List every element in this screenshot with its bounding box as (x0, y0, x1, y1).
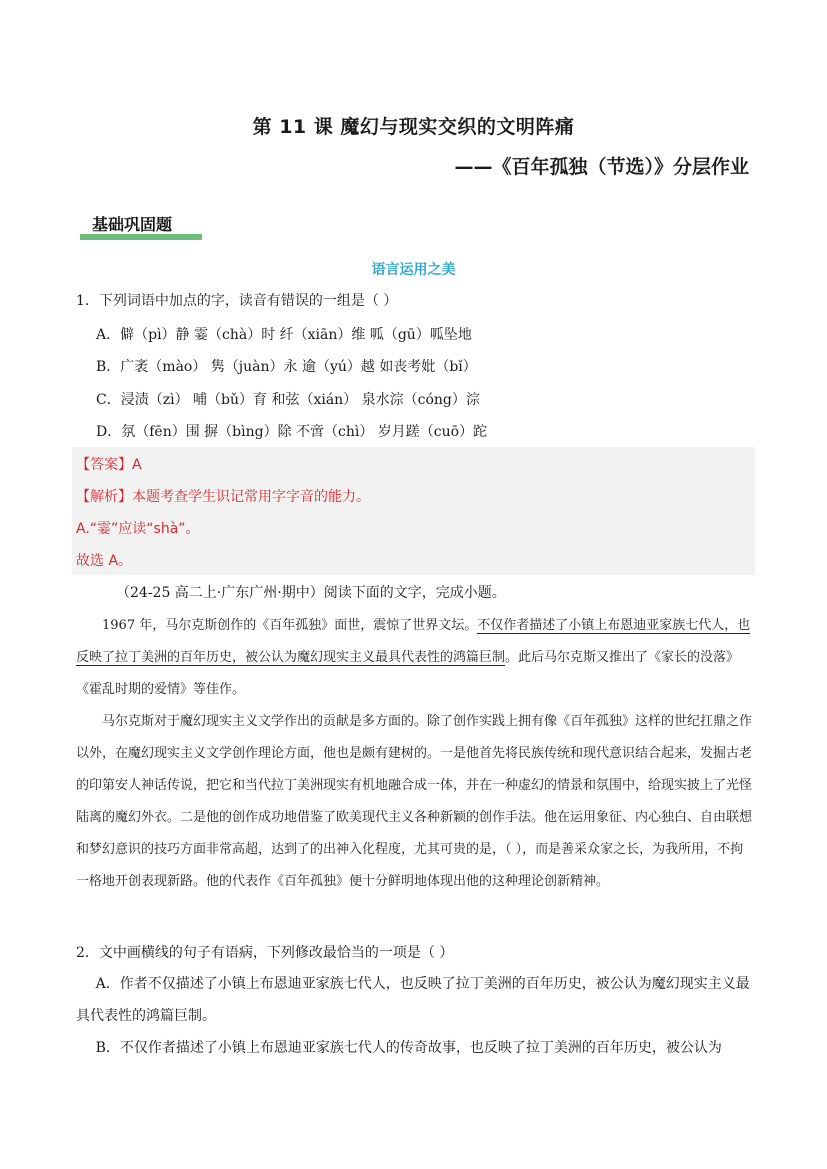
question-1-option-c: C．浸渍（zì） 哺（bǔ）育 和弦（xián） 泉水淙（cóng）淙 (96, 392, 480, 408)
question-2-option-a: A．作者不仅描述了小镇上布恩迪亚家族七代人，也反映了拉丁美洲的百年历史，被公认为魔幻现实主义最具代表性的鸿篇巨制。 (76, 976, 750, 1024)
section-label: 基础巩固题 (92, 215, 173, 234)
question-1-option-a: A．僻（pì）静 霎（chà）时 纤（xiān）维 呱（gū）呱坠地 (96, 327, 472, 343)
reading-paragraph-1 (76, 610, 752, 706)
question-2-option-b: B．不仅作者描述了小镇上布恩迪亚家族七代人的传奇故事，也反映了拉丁美洲的百年历史，被公认为 (95, 1040, 722, 1056)
question-1-option-d: D．氛（fēn）围 摒（bìng）除 不啻（chì） 岁月蹉（cuō）跎 (96, 424, 488, 440)
answer-1: 【答案】A (76, 457, 142, 473)
analysis-1-conclusion: 故选 A。 (76, 553, 133, 569)
subsection-title: 语言运用之美 (371, 262, 456, 278)
section-underline-bar (80, 234, 202, 240)
reading-p1-before: 1967 年，马尔克斯创作的《百年孤独》面世，震惊了世界文坛。 (102, 618, 478, 633)
reading-paragraph-2: 马尔克斯对于魔幻现实主义文学作出的贡献是多方面的。除了创作实践上拥有像《百年孤独》这样的世纪扛鼎之作以外，在魔幻现实主义文学创作理论方面，他也是颇有建树的。一是他首先将民族传统和现代意识结合起来，发掘古老的印第安人神话传说，把它和当代拉丁美洲现实有机地融合成一体，并在一种虚幻的情景和氛围中，给现实披上了光怪陆离的魔幻外衣。二是他的创作成功地借鉴了欧美现代主义各种新颖的创作手法。他在运用象征、内心独白、自由联想和梦幻意识的技巧方面非常高超，达到了的出神入化程度，尤其可贵的是，（ ），而是善采众家之长，为我所用，不拘一格地开创表现新路。他的代表作《百年孤独》便十分鲜明地体现出他的这种理论创新精神。 (76, 714, 753, 889)
answer-box (72, 447, 755, 575)
analysis-1: 【解析】本题考查学生识记常用字字音的能力。 (76, 489, 370, 505)
section-tag (80, 210, 204, 242)
question-1-stem: 1．下列词语中加点的字，读音有错误的一组是（ ） (76, 293, 398, 309)
question-1-option-b: B．广袤（mào） 隽（juàn）永 逾（yú）越 如丧考妣（bǐ） (96, 359, 477, 375)
reading-source: （24-25 高二上·广东广州·期中）阅读下面的文字，完成小题。 (116, 585, 506, 601)
lesson-title: 第 11 课 魔幻与现实交织的文明阵痛 (252, 116, 575, 138)
analysis-1-detail: A.“霎”应读“shà”。 (76, 521, 200, 537)
lesson-subtitle: ——《百年孤独（节选）》分层作业 (454, 156, 749, 178)
question-2-stem: 2．文中画横线的句子有语病，下列修改最恰当的一项是（ ） (76, 945, 454, 961)
reading-p1-underlined: 不仅作者描述了小镇上布恩迪亚家族七代人，也反映了拉丁美洲的百年历史，被公认为魔幻现实主义最具代表性的鸿篇巨制 (76, 618, 751, 665)
reading-p1-after: 。此后马尔克斯又推出了《家长的没落》《霍乱时期的爱情》等佳作。 (76, 650, 740, 697)
